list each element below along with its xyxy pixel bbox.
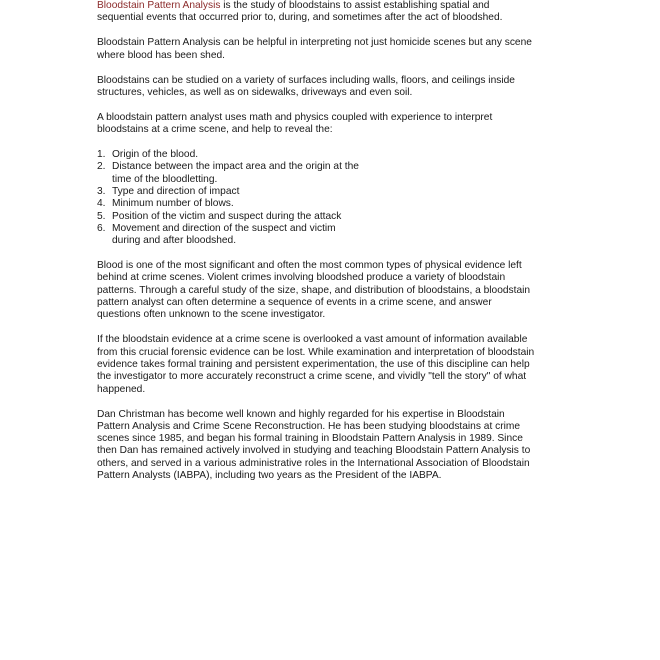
list-item — [97, 223, 577, 248]
paragraph-surfaces — [97, 75, 577, 100]
list-number: 6. — [97, 222, 106, 234]
list-item-text: Type and direction of impact — [112, 186, 240, 198]
intro-text: is the study of bloodstains to assist establishing spatial and — [220, 0, 490, 11]
list-item — [97, 198, 577, 210]
list-item — [97, 149, 577, 161]
list-number: 4. — [97, 198, 106, 210]
paragraph-line: Bloodstains can be studied on a variety of surfaces including walls, floors, and ceilings inside — [97, 74, 515, 86]
list-number: 1. — [97, 149, 106, 161]
paragraph-line: the investigator to more accurately reconstruct a crime scene, and vividly "tell the story" of what — [97, 371, 527, 383]
paragraph-physical-evidence — [97, 260, 577, 321]
paragraph-line: structures, vehicles, as well as on sidewalks, driveways and even soil. — [97, 86, 413, 98]
list-number: 2. — [97, 161, 106, 173]
paragraph-dan-christman — [97, 409, 577, 483]
list-item-text: Distance between the impact area and the origin at the — [112, 161, 359, 173]
paragraph-line: others, and served in a various administrative roles in the International Association of Bloodstain — [97, 457, 530, 469]
document-page — [97, 0, 577, 495]
paragraph-line: questions often unknown to the scene investigator. — [97, 309, 326, 321]
paragraph-line: then Dan has remained actively involved in studying and teaching Bloodstain Pattern Analysis to — [97, 445, 531, 457]
paragraph-line: pattern analyst can often determine a sequence of events in a crime scene, and answer — [97, 297, 492, 309]
paragraph-line: patterns. Through a careful study of the size, shape, and distribution of bloodstains, a bloodstain — [97, 284, 531, 296]
paragraph-line: from this crucial forensic evidence can be lost. While examination and interpretation of bloodstain — [97, 346, 535, 358]
paragraph-line: evidence takes formal training and persistent experimentation, the use of this discipline can help — [97, 358, 530, 370]
list-number: 5. — [97, 210, 106, 222]
list-number: 3. — [97, 186, 106, 198]
intro-line: sequential events that occurred prior to, during, and sometimes after the act of bloodshed. — [97, 12, 503, 24]
paragraph-homicide-scenes — [97, 37, 577, 62]
list-item-text: Position of the victim and suspect during the attack — [112, 210, 342, 222]
list-item — [97, 186, 577, 198]
paragraph-overlooked-evidence — [97, 334, 577, 395]
paragraph-line: Dan Christman has become well known and highly regarded for his expertise in Bloodstain — [97, 408, 505, 420]
paragraph-line: scenes since 1985, and began his formal training in Bloodstain Pattern Analysis in 1989. Since — [97, 433, 523, 445]
list-item-text: Movement and direction of the suspect and victim — [112, 222, 336, 234]
list-item-text: during and after bloodshed. — [112, 235, 237, 247]
bloodstain-pattern-analysis-link[interactable]: Bloodstain Pattern Analysis — [97, 0, 221, 11]
paragraph-line: bloodstains at a crime scene, and help to reveal the: — [97, 124, 333, 136]
paragraph-analyst — [97, 112, 577, 137]
paragraph-line: happened. — [97, 383, 146, 395]
list-item — [97, 211, 577, 223]
intro-paragraph — [97, 0, 577, 25]
list-item-text: Minimum number of blows. — [112, 198, 234, 210]
list-item-text: Origin of the blood. — [112, 149, 199, 161]
list-item-text: time of the bloodletting. — [112, 173, 218, 185]
reveal-list — [97, 149, 577, 247]
intro-line — [97, 0, 577, 12]
paragraph-line: Blood is one of the most significant and often the most common types of physical evidence left — [97, 260, 522, 272]
paragraph-line: Pattern Analysts (IABPA), including two years as the President of the IABPA. — [97, 470, 442, 482]
paragraph-line: Bloodstain Pattern Analysis can be helpful in interpreting not just homicide scenes but any scene — [97, 37, 532, 49]
paragraph-line: where blood has been shed. — [97, 49, 226, 61]
paragraph-line: If the bloodstain evidence at a crime scene is overlooked a vast amount of information available — [97, 334, 528, 346]
paragraph-line: A bloodstain pattern analyst uses math and physics coupled with experience to interpret — [97, 111, 493, 123]
paragraph-line: behind at crime scenes. Violent crimes involving bloodshed produce a variety of bloodstain — [97, 272, 506, 284]
paragraph-line: Pattern Analysis and Crime Scene Reconstruction. He has been studying bloodstains at crime — [97, 420, 521, 432]
list-item — [97, 161, 577, 186]
